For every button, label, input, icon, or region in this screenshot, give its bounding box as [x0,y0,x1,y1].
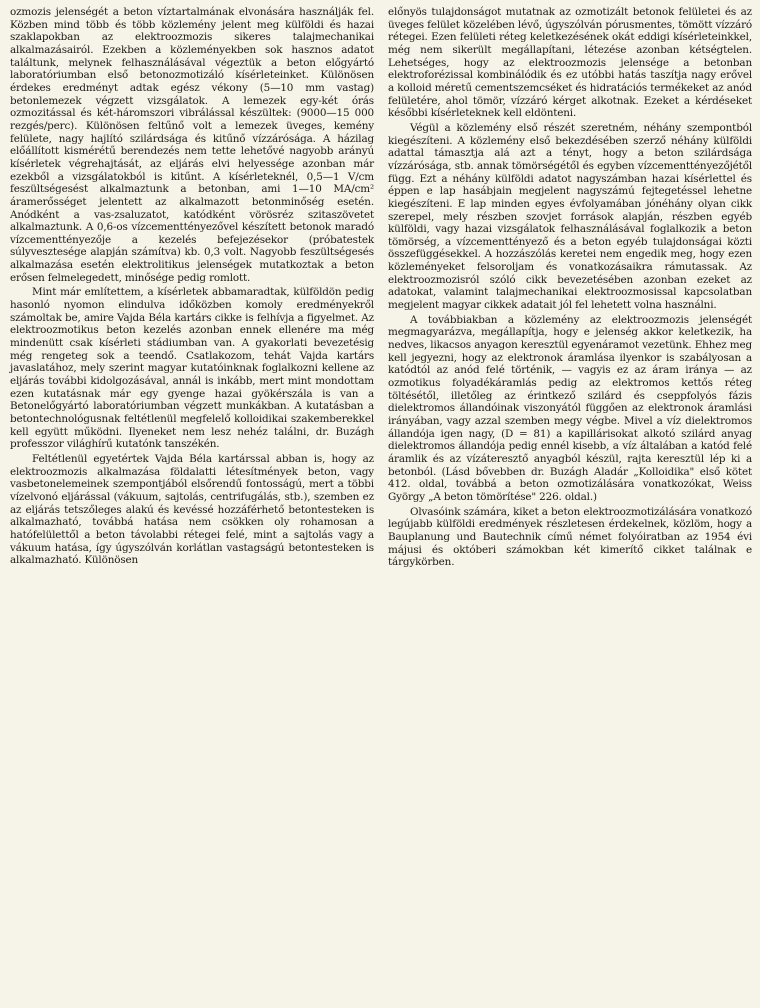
paragraph: A továbbiakban a közlemény az elektroozmozis jelenségét megmagyarázva, megállapítja, hogy e jelenség akkor keletkezik, ha nedves, likacsos anyagon keresztül egyenáramot vezetünk. Ehhez meg kell jegyezni, hogy az elektronok áramlása ilyenkor is szabályosan a katódtól az anód felé történik, — vagyis ez az áram iránya — az ozmotikus folyadékáramlás pedig az elektromos kettős réteg töltésétől, illetőleg az érintkező szilárd és cseppfolyós fázis dielektromos állandóinak viszonyától függően az elektronok áramlási irányában, vagy azzal szemben megy végbe. Mivel a víz dielektromos állandója igen nagy, (D = 81) a kapillárisokat alkotó szilárd anyag dielektromos állandója pedig ennél kisebb, a víz általában a katód felé áramlik és az vízáteresztő anyagból készül, rajta keresztül lép ki a betonból. (Lásd bővebben dr. Buzágh Aladár „Kolloidika" első kötet 412. oldal, továbbá a beton ozmotizálására vonatkozókat, Weiss György „A beton tömörítése" 226. oldal.) [388,313,752,503]
right-column [388,6,752,1008]
paragraph: Feltétlenül egyetértek Vajda Béla kartárssal abban is, hogy az elektroozmozis alkalmazása földalatti létesítmények beton, vagy vasbetonelemeinek szempontjából elsőrendű fontosságú, mert a többi vízelvonó eljárással (vákuum, sajtolás, centrifugálás, stb.), szemben ez az eljárás tetszőleges alakú és kevéssé hozzáférhető betontesteken is alkalmazható, továbbá hatása nem csökken oly rohamosan a hatófelülettől a beton távolabbi rétegei felé, mint a sajtolás vagy a vákuum hatása, így úgyszólván korlátlan vastagságú betontesteken is alkalmazható. Különösen [10,452,374,567]
paragraph: Mint már említettem, a kísérletek abbamaradtak, külföldön pedig hasonló nyomon elindulva időközben komoly eredményekről számoltak be, amire Vajda Béla kartárs cikke is felhívja a figyelmet. Az elektroozmotikus beton kezelés azonban ennek ellenére ma még mindenütt csak kísérleti stádiumban van. A gyakorlati bevezetésig még rengeteg sok a teendő. Csatlakozom, tehát Vajda kartárs javaslatához, mely szerint magyar kutatóinknak foglalkozni kellene az eljárás további kidolgozásával, annál is inkább, mert mint mondottam ezen kutatásnak már egy gyenge hazai gyökérszála is van a Betonelőgyártó laboratóriumban végzett munkákban. A kutatásban a betontechnológusnak feltétlenül megfelelő kolloidikai szakemberekkel kell együtt működni. Ilyeneket nem lesz nehéz találni, dr. Buzágh professzor világhírű kutatónk tanszékén. [10,286,374,451]
paragraph: Végül a közlemény első részét szeretném, néhány szempontból kiegészíteni. A közlemény első bekezdésében szerző néhány külföldi adattal támasztja alá azt a tényt, hogy a beton szilárdsága vízzárósága, stb. annak tömörségétől és egyben vízcementtényezőjétől függ. Ezt a néhány külföldi adatot nagyszámban hazai kísérlettel és éppen e lap hasábjain megjelent nagyszámú fejtegetéssel lehetne kiegészíteni. E lap minden egyes évfolyamában jónéhány olyan cikk szerepel, mely részben szovjet források alapján, részben egyéb külföldi, vagy hazai vizsgálatok felhasználásával foglalkozik a beton tömörség, a vízcementtényező és a beton egyéb tulajdonságai közti összefüggésekkel. A hozzászólás keretei nem engedik meg, hogy ezen közleményeket felsoroljam és vonatkozásaikra rámutassak. Az elektroozmozisról szóló cikk bevezetésében azonban ezeket az adatokat, valamint talajmechanikai elektroozmosissal kapcsolatban megjelent magyar cikkek adatait jól fel lehetett volna használni. [388,121,752,312]
paragraph-continued: előnyös tulajdonságot mutatnak az ozmotizált betonok felületei és az üveges felület közelében lévő, úgyszólván pórusmentes, tömött vízzáró rétegei. Ezen felületi réteg keletkezésének okát eddigi kísérleteinkkel, még nem sikerült megállapítani, létezése azonban kétségtelen. Lehetséges, hogy az elektroozmozis jelensége a betonban elektroforézissal kombinálódik és ez utóbbi hatás taszítja nagy erővel a kolloid méretű cementszemcséket és hidratációs termékeket az anód felületére, ahol tömör, vízzáró kérget alkotnak. Ezeket a kérdéseket későbbi kísérleteknek kell eldönteni. [388,6,752,120]
left-column [10,6,374,1008]
paragraph-continued: ozmozis jelenségét a beton víztartalmának elvonására használják fel. Közben mind több és több közlemény jelent meg külföldi és hazai szaklapokban az elektroozmozis sikeres talajmechanikai alkalmazásairól. Ezekben a közleményekben sok hasznos adatot találtunk, melynek felhasználásával végeztük a beton előgyártó laboratóriumban első betonozmotizáló kísérleteinket. Különösen érdekes eredményt adtak egész vékony (5—10 mm vastag) betonlemezek végzett vizsgálatok. A lemezek egy-két órás ozmozitással és két-háromszori vibrálással készültek: (9000—15 000 rezgés/perc). Különösen feltűnő volt a lemezek üveges, kemény felülete, nagy hajlító szilárdsága és kitűnő vízzárósága. A házilag előállított kismérétű berendezés nem tette lehetővé nagyobb arányú kísérletek végrehajtását, az eljárás elvi helyessége azonban már ezekből a vizsgálatokból is kitűnt. A kísérleteknél, 0,5—1 V/cm feszültségesést alkalmaztunk a betonban, ami 1—10 MA/cm² áramerősséget jelentett az alkalmazott betonminőség esetén. Anódként a vas-zsaluzatot, katódként vörösréz szitaszövetet alkalmaztunk. A 0,6-os vízcementtényezővel készített betonok maradó vízcementtényezője a kezelés befejezésekor (próbatestek súlyvesztesége alapján számítva) kb. 0,3 volt. Nagyobb feszültségesés alkalmazása esetén elektrolitikus jelenségek mutatkoztak a beton erősen felmelegedett, minősége pedig romlott. [10,6,374,284]
paragraph: Olvasóink számára, kiket a beton elektroozmotizálására vonatkozó legújabb külföldi eredmények részletesen érdekelnek, közlöm, hogy a Bauplanung und Bautechnik című német folyóiratban az 1954 évi májusi és októberi számokban két kimerítő cikket találnak e tárgykörben. [388,505,752,569]
